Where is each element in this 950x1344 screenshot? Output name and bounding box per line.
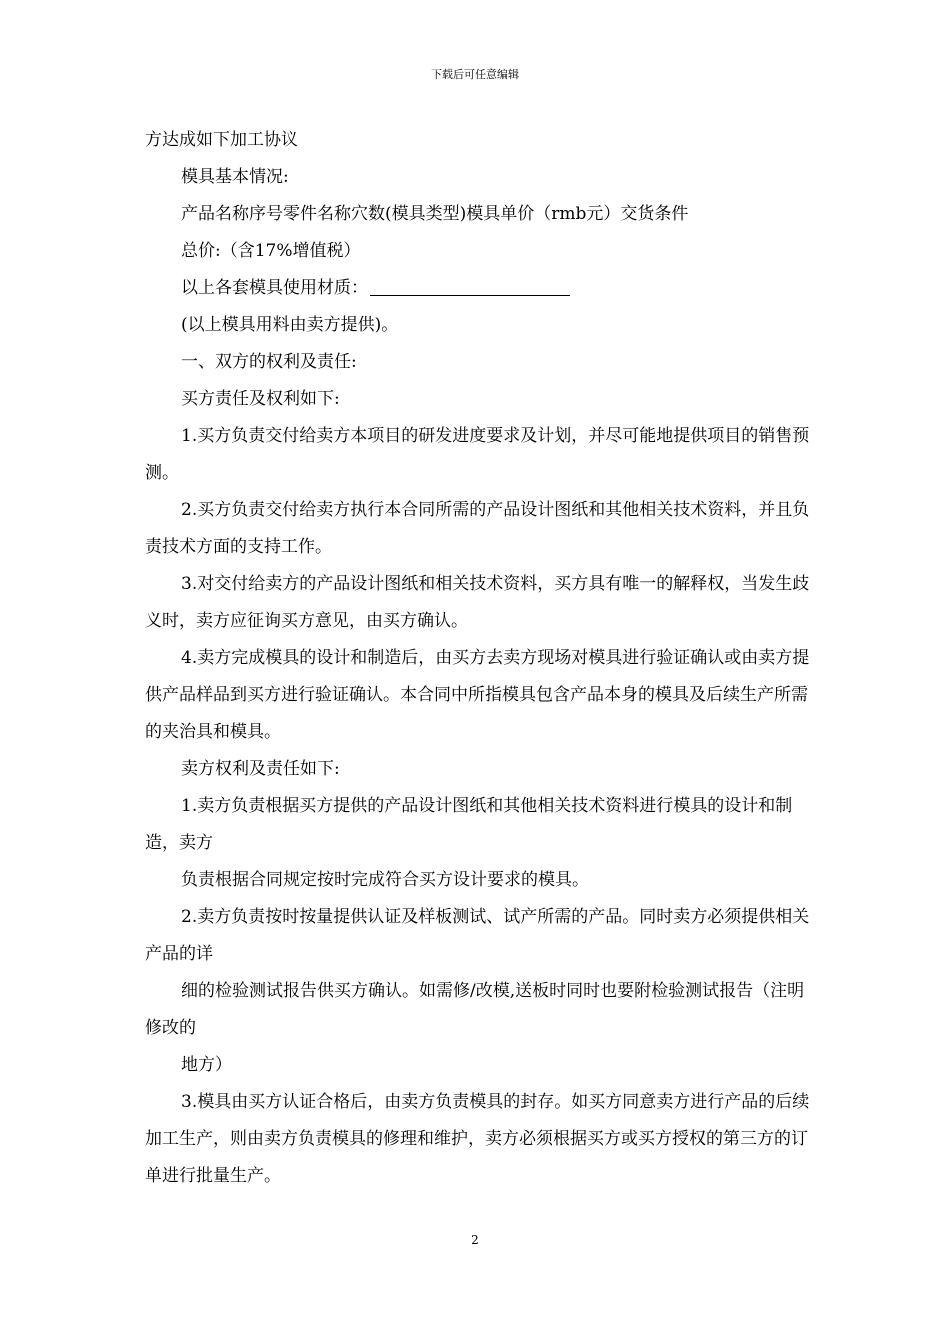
paragraph-material bbox=[145, 270, 815, 307]
subsection-heading: 卖方权利及责任如下: bbox=[181, 759, 340, 779]
page-header: 下载后可任意编辑 bbox=[431, 68, 519, 81]
material-blank-line bbox=[370, 275, 570, 296]
paragraph: 地方） bbox=[181, 1055, 232, 1075]
list-item: 3.模具由买方认证合格后，由卖方负责模具的封存。如买方同意卖方进行产品的后续加工生产，则由卖方负责模具的修理和维护，卖方必须根据买方或买方授权的第三方的订单进行批量生产。 bbox=[145, 1092, 810, 1186]
paragraph: 方达成如下加工协议 bbox=[145, 130, 298, 150]
document-body bbox=[145, 122, 815, 1195]
list-item: 1.买方负责交付给卖方本项目的研发进度要求及计划，并尽可能地提供项目的销售预测。 bbox=[145, 426, 810, 483]
page-number: 2 bbox=[471, 1233, 479, 1247]
list-item: 2.卖方负责按时按量提供认证及样板测试、试产所需的产品。同时卖方必须提供相关产品的详 bbox=[145, 907, 810, 964]
material-label: 以上各套模具使用材质： bbox=[181, 278, 368, 298]
list-item: 1.卖方负责根据买方提供的产品设计图纸和其他相关技术资料进行模具的设计和制造，卖方 bbox=[145, 796, 793, 853]
paragraph: 模具基本情况: bbox=[181, 167, 289, 187]
section-heading: 一、双方的权利及责任: bbox=[181, 352, 357, 372]
list-item: 3.对交付给卖方的产品设计图纸和相关技术资料，买方具有唯一的解释权，当发生歧义时，卖方应征询买方意见，由买方确认。 bbox=[145, 574, 810, 631]
paragraph: 产品名称序号零件名称穴数(模具类型)模具单价（rmb元）交货条件 bbox=[181, 204, 689, 224]
paragraph: (以上模具用料由卖方提供)。 bbox=[181, 315, 399, 335]
paragraph: 负责根据合同规定按时完成符合买方设计要求的模具。 bbox=[181, 870, 589, 890]
paragraph: 细的检验测试报告供买方确认。如需修/改模,送板时同时也要附检验测试报告（注明修改的 bbox=[145, 981, 805, 1038]
list-item: 4.卖方完成模具的设计和制造后，由买方去卖方现场对模具进行验证确认或由卖方提供产品样品到买方进行验证确认。本合同中所指模具包含产品本身的模具及后续生产所需的夹治具和模具。 bbox=[145, 648, 810, 742]
subsection-heading: 买方责任及权利如下: bbox=[181, 389, 340, 409]
list-item: 2.买方负责交付给卖方执行本合同所需的产品设计图纸和其他相关技术资料，并且负责技术方面的支持工作。 bbox=[145, 500, 810, 557]
paragraph: 总价:（含17%增值税） bbox=[181, 241, 361, 261]
